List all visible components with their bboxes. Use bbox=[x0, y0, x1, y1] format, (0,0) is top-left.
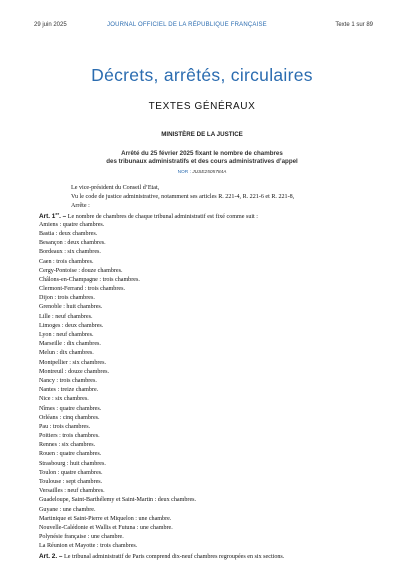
tribunal-list-item: Poitiers : trois chambres. bbox=[39, 433, 100, 440]
tribunal-list-item: Dijon : trois chambres. bbox=[39, 295, 95, 302]
tribunal-list-item: Montpellier : six chambres. bbox=[39, 359, 107, 366]
article-1-heading bbox=[39, 212, 379, 221]
nor-code: JUSE2505784A bbox=[192, 170, 227, 175]
tribunal-list-item: Nouvelle-Calédonie et Wallis et Futuna : une chambre. bbox=[39, 524, 173, 531]
tribunal-list-item: Lille : neuf chambres. bbox=[39, 313, 93, 320]
arrete-title bbox=[0, 150, 404, 166]
tribunal-list-item: Nîmes : quatre chambres. bbox=[39, 405, 102, 412]
preamble-line-1: Le vice-président du Conseil d’Etat, bbox=[71, 185, 160, 191]
header-date: 29 juin 2025 bbox=[34, 22, 67, 28]
tribunal-list-item: Besançon : deux chambres. bbox=[39, 240, 106, 247]
tribunal-list-item: Marseille : dix chambres. bbox=[39, 341, 101, 348]
tribunal-list-item: Rennes : six chambres. bbox=[39, 442, 96, 449]
tribunal-list-item: Amiens : quatre chambres. bbox=[39, 221, 105, 228]
tribunal-list-item: Châlons-en-Champagne : trois chambres. bbox=[39, 276, 140, 283]
ministry-title: MINISTÈRE DE LA JUSTICE bbox=[161, 131, 243, 138]
document-body bbox=[39, 184, 379, 561]
article-2-label: Art. 2. – bbox=[39, 552, 63, 560]
tribunal-list-item: Bordeaux : six chambres. bbox=[39, 249, 101, 256]
tribunal-list-item: Martinique et Saint-Pierre et Miquelon : une chambre. bbox=[39, 515, 172, 522]
tribunal-list-item: Limoges : deux chambres. bbox=[39, 322, 104, 329]
tribunal-list-item: Cergy-Pontoise : douze chambres. bbox=[39, 267, 123, 274]
tribunal-list-item: Nice : six chambres. bbox=[39, 396, 89, 403]
tribunal-list-item: Lyon : neuf chambres. bbox=[39, 332, 94, 338]
article-2-text: Le tribunal administratif de Paris comprend dix-neuf chambres regroupées en six sections. bbox=[64, 553, 285, 560]
arrete-title-line-2: des tribunaux administratifs et des cours administratives d’appel bbox=[106, 158, 298, 165]
tribunal-list-item: Guyane : une chambre. bbox=[39, 506, 96, 513]
article-2 bbox=[39, 552, 379, 561]
subsection-title: TEXTES GÉNÉRAUX bbox=[148, 101, 256, 112]
tribunal-list-item: Strasbourg : huit chambres. bbox=[39, 460, 106, 467]
tribunal-list-item: Melun : dix chambres. bbox=[39, 350, 94, 357]
tribunal-list bbox=[39, 221, 379, 552]
nor-label: NOR : bbox=[177, 170, 193, 175]
tribunal-list-item: Polynésie française : une chambre. bbox=[39, 534, 124, 541]
header-journal-title: JOURNAL OFFICIEL DE LA RÉPUBLIQUE FRANÇAISE bbox=[107, 22, 267, 28]
tribunal-list-item: Caen : trois chambres. bbox=[39, 258, 94, 265]
header-text-count: Texte 1 sur 89 bbox=[335, 22, 373, 28]
tribunal-list-item: Rouen : quatre chambres. bbox=[39, 451, 102, 458]
tribunal-list-item: Clermont-Ferrand : trois chambres. bbox=[39, 286, 125, 293]
nor-reference bbox=[0, 170, 404, 175]
article-1-text: Le nombre de chambres de chaque tribunal administratif est fixé comme suit : bbox=[67, 213, 258, 220]
tribunal-list-item: Guadeloupe, Saint-Barthélemy et Saint-Martin : deux chambres. bbox=[39, 497, 197, 504]
article-1-label: Art. 1er. – bbox=[39, 210, 67, 220]
section-title: Décrets, arrêtés, circulaires bbox=[91, 65, 313, 85]
tribunal-list-item: Toulon : quatre chambres. bbox=[39, 469, 103, 476]
arrete-word: Arrête : bbox=[71, 203, 90, 210]
tribunal-list-item: La Réunion et Mayotte : trois chambres. bbox=[39, 543, 138, 550]
tribunal-list-item: Montreuil : douze chambres. bbox=[39, 368, 110, 375]
preamble-line-2: Vu le code de justice administrative, notamment ses articles R. 221-4, R. 221-6 et R. 221-8, bbox=[71, 194, 295, 201]
tribunal-list-item: Pau : trois chambres. bbox=[39, 423, 91, 430]
tribunal-list-item: Orléans : cinq chambres. bbox=[39, 414, 100, 421]
tribunal-list-item: Bastia : deux chambres. bbox=[39, 230, 98, 237]
tribunal-list-item: Nancy : trois chambres. bbox=[39, 377, 97, 384]
tribunal-list-item: Grenoble : huit chambres. bbox=[39, 304, 103, 311]
tribunal-list-item: Nantes : treize chambre. bbox=[39, 387, 99, 394]
tribunal-list-item: Toulouse : sept chambres. bbox=[39, 479, 103, 485]
arrete-title-line-1: Arrêté du 25 février 2025 fixant le nombre de chambres bbox=[121, 150, 283, 157]
tribunal-list-item: Versailles : neuf chambres. bbox=[39, 488, 105, 495]
